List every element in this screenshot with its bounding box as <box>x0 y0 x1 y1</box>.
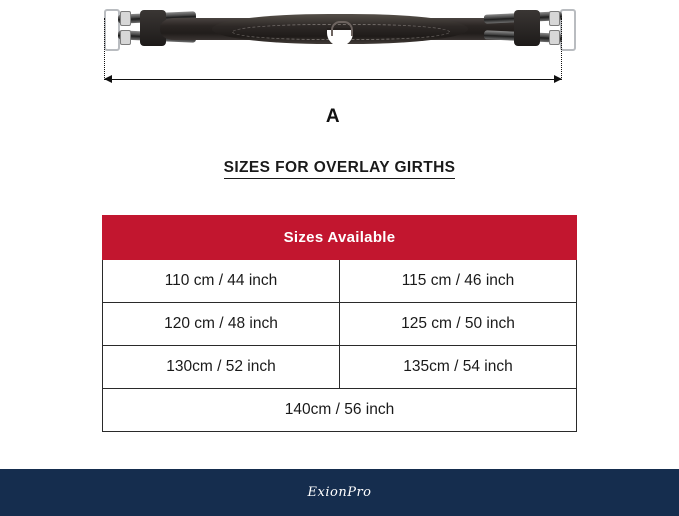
measurement-tick-left <box>104 18 105 80</box>
measurement-line <box>104 79 562 80</box>
arrow-right-icon <box>554 75 562 83</box>
arrow-left-icon <box>104 75 112 83</box>
table-row <box>103 260 577 303</box>
size-cell: 125 cm / 50 inch <box>340 303 577 346</box>
footer-bar <box>0 469 679 516</box>
table-row <box>103 303 577 346</box>
product-diagram <box>0 0 679 125</box>
size-cell-full: 140cm / 56 inch <box>103 389 577 432</box>
page-title <box>0 159 679 177</box>
size-cell: 130cm / 52 inch <box>103 346 340 389</box>
measurement-bracket <box>104 18 562 127</box>
brand-logo: ExionPro <box>307 485 372 500</box>
keeper-right <box>560 9 576 51</box>
sizes-table <box>102 215 577 432</box>
table-header-row <box>103 216 577 260</box>
table-row <box>103 389 577 432</box>
sizes-table-wrapper <box>102 215 577 432</box>
table-row <box>103 346 577 389</box>
size-cell: 120 cm / 48 inch <box>103 303 340 346</box>
size-cell: 135cm / 54 inch <box>340 346 577 389</box>
size-cell: 110 cm / 44 inch <box>103 260 340 303</box>
measurement-label: A <box>325 106 341 127</box>
measurement-tick-right <box>561 18 562 80</box>
size-cell: 115 cm / 46 inch <box>340 260 577 303</box>
page-title-text: SIZES FOR OVERLAY GIRTHS <box>224 159 456 179</box>
table-header-cell: Sizes Available <box>103 216 577 260</box>
